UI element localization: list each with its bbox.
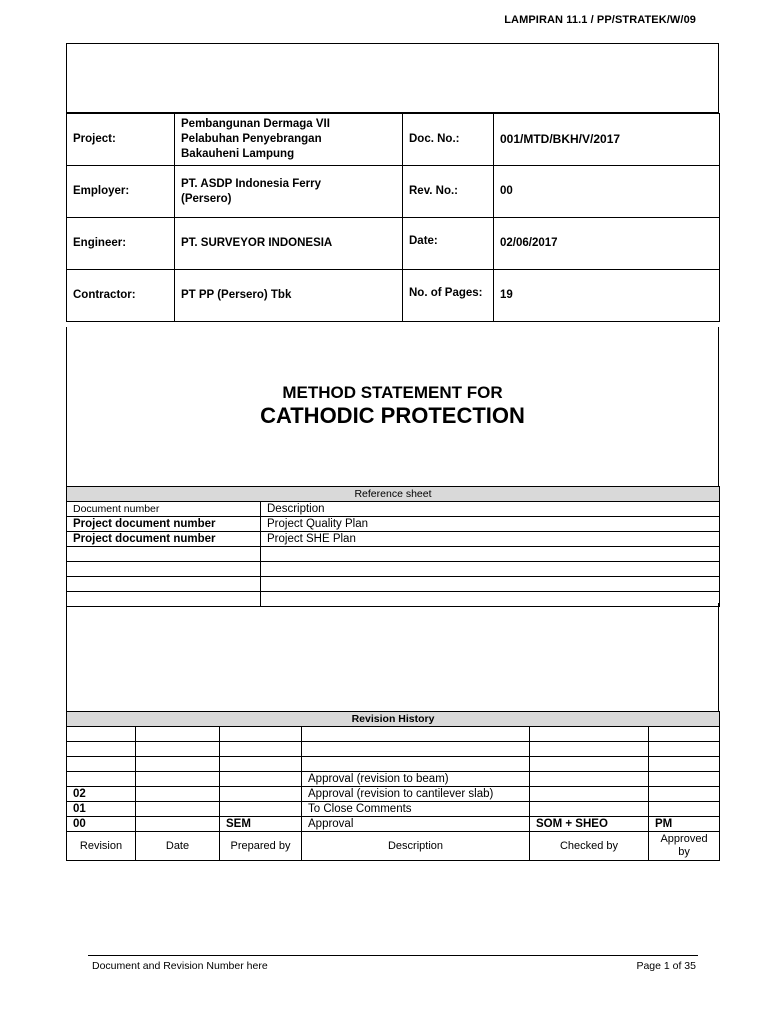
project-info-table (66, 113, 720, 322)
table-row (67, 757, 720, 772)
reference-doc: Project document number (67, 532, 261, 547)
revision-heading: Revision History (67, 712, 720, 727)
col-revision: Revision (67, 832, 136, 861)
empty-cell (67, 547, 261, 562)
col-checked-by: Checked by (530, 832, 649, 861)
table-row (67, 817, 720, 832)
employer-row (67, 166, 720, 218)
col-approved-by (649, 832, 720, 861)
rev-cell (67, 772, 136, 787)
project-label: Project: (67, 114, 175, 166)
approved-cell: PM (649, 817, 720, 832)
empty-cell (261, 547, 720, 562)
revision-column-headers (67, 832, 720, 861)
approved-line-2: by (678, 846, 690, 858)
reference-desc: Project SHE Plan (261, 532, 720, 547)
footer-document-revision: Document and Revision Number here (92, 960, 268, 972)
project-line-1: Pembangunan Dermaga VII (181, 118, 330, 130)
approved-cell (649, 802, 720, 817)
empty-cell (261, 577, 720, 592)
project-line-3: Bakauheni Lampung (181, 148, 295, 160)
revision-history-table (66, 711, 720, 861)
empty-cell (67, 562, 261, 577)
rev-cell: 02 (67, 787, 136, 802)
contractor-label: Contractor: (67, 270, 175, 322)
title-line-1: METHOD STATEMENT FOR (282, 383, 503, 402)
desc-cell: Approval (revision to cantilever slab) (302, 787, 530, 802)
date-value: 02/06/2017 (494, 218, 720, 270)
col-document-number: Document number (67, 502, 261, 517)
table-row (67, 562, 720, 577)
date-label: Date: (403, 218, 494, 270)
date-cell (136, 802, 220, 817)
empty-cell (67, 577, 261, 592)
doc-no-label: Doc. No.: (403, 114, 494, 166)
table-row (67, 802, 720, 817)
table-row (67, 547, 720, 562)
footer-page-number: Page 1 of 35 (636, 960, 696, 972)
rev-cell: 00 (67, 817, 136, 832)
employer-value (175, 166, 403, 218)
approved-line-1: Approved (660, 833, 708, 845)
title-line-2: CATHODIC PROTECTION (260, 403, 525, 428)
col-description: Description (261, 502, 720, 517)
checked-cell (530, 802, 649, 817)
rev-no-label: Rev. No.: (403, 166, 494, 218)
col-date: Date (136, 832, 220, 861)
doc-no-value: 001/MTD/BKH/V/2017 (494, 114, 720, 166)
col-description: Description (302, 832, 530, 861)
checked-cell (530, 787, 649, 802)
reference-sheet-table (66, 486, 720, 607)
rev-cell: 01 (67, 802, 136, 817)
table-row (67, 742, 720, 757)
table-row (67, 577, 720, 592)
reference-heading: Reference sheet (67, 487, 720, 502)
title-area (66, 327, 719, 487)
employer-line-2: (Persero) (181, 192, 232, 205)
desc-cell: Approval (302, 817, 530, 832)
checked-cell: SOM + SHEO (530, 817, 649, 832)
employer-line-1: PT. ASDP Indonesia Ferry (181, 177, 321, 190)
project-line-2: Pelabuhan Penyebrangan (181, 133, 322, 145)
prepared-cell (220, 772, 302, 787)
contractor-row (67, 270, 720, 322)
engineer-label: Engineer: (67, 218, 175, 270)
project-value (175, 114, 403, 166)
date-cell (136, 772, 220, 787)
date-cell (136, 817, 220, 832)
footer-divider (88, 955, 698, 956)
approved-cell (649, 772, 720, 787)
table-row (67, 532, 720, 547)
pages-label: No. of Pages: (403, 270, 494, 322)
logo-area (66, 43, 719, 113)
table-row (67, 787, 720, 802)
pages-value: 19 (494, 270, 720, 322)
empty-cell (261, 562, 720, 577)
employer-label: Employer: (67, 166, 175, 218)
prepared-cell: SEM (220, 817, 302, 832)
approved-cell (649, 787, 720, 802)
engineer-value: PT. SURVEYOR INDONESIA (175, 218, 403, 270)
reference-doc: Project document number (67, 517, 261, 532)
desc-cell: To Close Comments (302, 802, 530, 817)
table-row (67, 772, 720, 787)
reference-header-row (67, 502, 720, 517)
contractor-value: PT PP (Persero) Tbk (175, 270, 403, 322)
rev-no-value: 00 (494, 166, 720, 218)
project-row (67, 114, 720, 166)
blank-section (66, 603, 719, 712)
col-prepared-by: Prepared by (220, 832, 302, 861)
document-code: LAMPIRAN 11.1 / PP/STRATEK/W/09 (504, 14, 696, 26)
desc-cell: Approval (revision to beam) (302, 772, 530, 787)
prepared-cell (220, 787, 302, 802)
reference-desc: Project Quality Plan (261, 517, 720, 532)
table-row (67, 517, 720, 532)
checked-cell (530, 772, 649, 787)
date-cell (136, 787, 220, 802)
table-row (67, 727, 720, 742)
engineer-row (67, 218, 720, 270)
prepared-cell (220, 802, 302, 817)
